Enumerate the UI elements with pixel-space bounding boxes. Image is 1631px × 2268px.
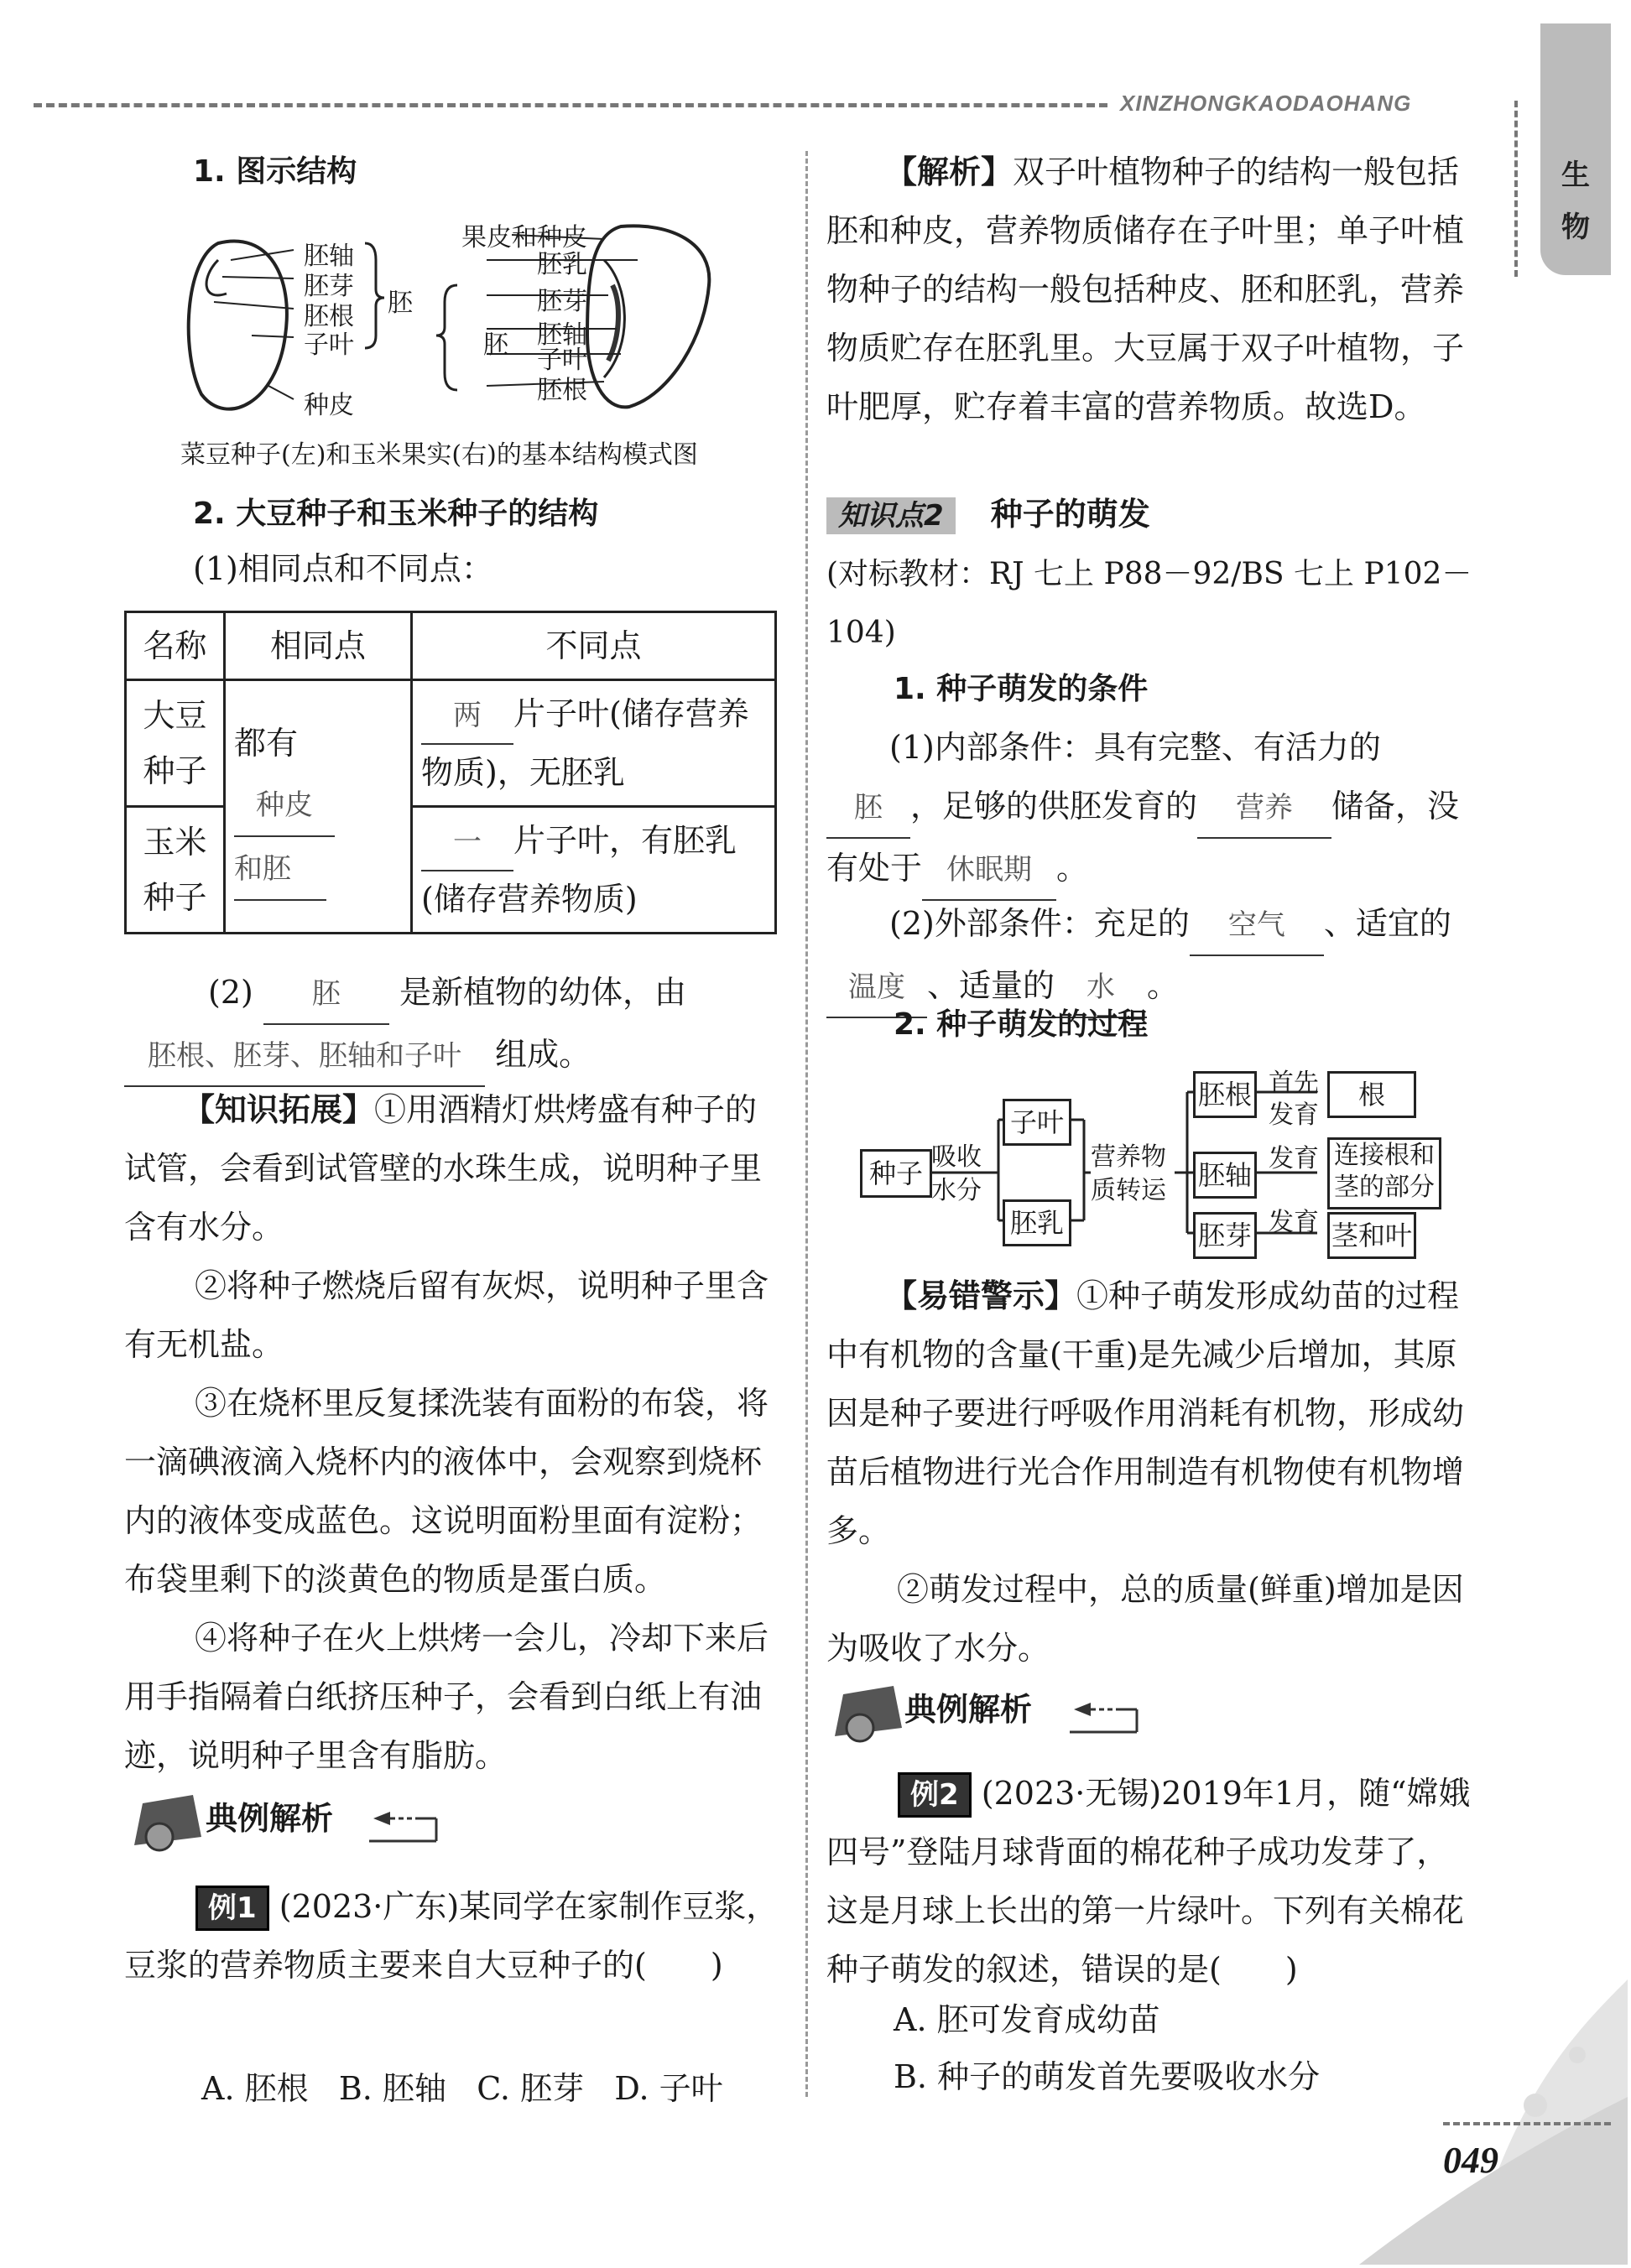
header-rule <box>34 103 1107 107</box>
flow-cotyledon: 子叶 <box>1003 1099 1071 1146</box>
question-embryo <box>124 963 779 1087</box>
answer-water: 水 <box>1055 958 1147 1018</box>
diff-cell-corn <box>412 807 776 934</box>
example-2-text: (2023·无锡)2019年1月，随“嫦娥四号”登陆月球背面的棉花种子成功发芽了，这是月球上长出的第一片绿叶。下列有关棉花种子萌发的叙述，错误的是( ) <box>826 1775 1471 1988</box>
corn-label-pericarp: 果皮和种皮 <box>461 223 587 252</box>
option-b[interactable]: B. 胚轴 <box>338 2070 446 2107</box>
table-row <box>126 807 776 934</box>
answer-two: 两 <box>421 688 513 745</box>
answer-seed-coat: 种皮 <box>234 775 335 837</box>
corn-label-radicle: 胚根 <box>537 376 587 405</box>
example-badge-icon <box>126 1787 210 1854</box>
option-a[interactable]: A. 胚根 <box>201 2070 309 2107</box>
external-conditions <box>826 894 1477 1018</box>
subject-tab-char-2: 物 <box>1561 211 1590 244</box>
answer-temperature: 温度 <box>826 958 927 1018</box>
c2-mid1: 、适宜的 <box>1323 905 1451 942</box>
flow-first-2: 发育 <box>1269 1100 1319 1130</box>
bean-label-hypocotyl: 胚轴 <box>304 242 354 271</box>
comparison-table <box>124 611 777 934</box>
corn-label-plumule: 胚芽 <box>537 287 587 316</box>
q2-prefix: (2) <box>208 974 253 1011</box>
bean-label-radicle: 胚根 <box>304 302 354 331</box>
extension-4: ④将种子在火上烘烤一会儿，冷却下来后用手指隔着白纸挤压种子，会看到白纸上有油迹，说明种子里含有脂肪。 <box>124 1620 769 1774</box>
q2-mid: 是新植物的幼体，由 <box>399 974 687 1011</box>
c1-prefix: (1)内部条件：具有完整、有活力的 <box>889 729 1381 766</box>
table-header: 相同点 <box>225 612 412 680</box>
table-header: 不同点 <box>412 612 776 680</box>
q2-suffix: 组成。 <box>495 1036 591 1073</box>
subsection-same-diff: (1)相同点和不同点： <box>193 550 493 587</box>
example-arrow-icon-right <box>1070 1694 1154 1736</box>
section-title-soy-corn: 2. 大豆种子和玉米种子的结构 <box>193 497 599 531</box>
example-2-badge: 例2 <box>898 1772 972 1818</box>
page-number: 049 <box>1443 2140 1498 2181</box>
answer-dormancy: 休眠期 <box>922 840 1056 901</box>
error-warning <box>826 1267 1477 1560</box>
table-row <box>126 680 776 807</box>
table-header: 名称 <box>126 612 225 680</box>
flow-first-1: 首先 <box>1269 1069 1319 1098</box>
example-arrow-icon <box>369 1803 453 1845</box>
corn-label-hypocotyl: 胚轴 <box>537 320 587 350</box>
warning-title: 【易错警示】 <box>885 1277 1077 1314</box>
example-badge-icon-right <box>826 1678 910 1745</box>
c2-prefix: (2)外部条件：充足的 <box>889 905 1190 942</box>
flow-endosperm: 胚乳 <box>1003 1199 1071 1246</box>
section-title-process: 2. 种子萌发的过程 <box>894 1007 1149 1042</box>
row-name-corn: 玉米种子 <box>126 807 225 934</box>
warning-1: ①种子萌发形成幼苗的过程中有机物的含量(干重)是先减少后增加，其原因是种子要进行呼吸作用消耗有机物，形成幼苗后植物进行光合作用制造有机物使有机物增多。 <box>826 1277 1465 1549</box>
flow-absorb: 吸收 <box>931 1142 982 1172</box>
analysis-title: 【解析】 <box>885 153 1014 190</box>
knowledge-point-title: 种子的萌发 <box>990 496 1150 533</box>
c2-suffix: 。 <box>1147 967 1180 1004</box>
diagram-caption: 菜豆种子(左)和玉米果实(右)的基本结构模式图 <box>180 440 698 470</box>
answer-embryo-2: 胚 <box>826 778 910 839</box>
analysis-1 <box>826 143 1477 436</box>
example-1-text: (2023·广东)某同学在家制作豆浆，豆浆的营养物质主要来自大豆种子的( ) <box>124 1888 779 1984</box>
option-d[interactable]: D. 子叶 <box>614 2070 723 2107</box>
subject-tab-char-1: 生 <box>1561 159 1590 192</box>
corn-label-endosperm: 胚乳 <box>537 250 587 279</box>
example-1-options <box>201 2065 723 2113</box>
flow-transfer-2: 质转运 <box>1091 1176 1166 1205</box>
table-header-row <box>126 612 776 680</box>
row-name-soy: 大豆种子 <box>126 680 225 807</box>
knowledge-point-heading <box>826 491 1150 538</box>
decorative-leaf-corner <box>1258 1929 1628 2265</box>
column-divider <box>805 151 808 2097</box>
bean-label-plumule: 胚芽 <box>304 272 354 301</box>
answer-embryo-parts: 胚根、胚芽、胚轴和子叶 <box>124 1027 485 1087</box>
extension-1: ①用酒精灯烘烤盛有种子的试管，会看到试管壁的水珠生成，说明种子里含有水分。 <box>124 1091 763 1246</box>
answer-and-embryo: 和胚 <box>234 839 326 901</box>
flow-plumule: 胚芽 <box>1193 1212 1257 1259</box>
flow-water: 水分 <box>931 1176 982 1205</box>
subject-tab <box>1540 23 1611 275</box>
knowledge-point-badge: 知识点2 <box>826 497 956 534</box>
flow-radicle: 胚根 <box>1193 1071 1257 1118</box>
example-title-right: 典例解析 <box>904 1691 1033 1728</box>
example-1-badge: 例1 <box>195 1886 269 1931</box>
same-cell <box>225 680 412 934</box>
corn-label-embryo: 胚 <box>483 330 508 360</box>
tab-rule <box>1514 101 1518 277</box>
example-title-left: 典例解析 <box>206 1800 334 1837</box>
diff-text-soy: 片子叶(储存营养物质)，无胚乳 <box>421 695 749 791</box>
flow-seed: 种子 <box>860 1149 932 1198</box>
flow-stem-leaf: 茎和叶 <box>1327 1212 1416 1259</box>
footer-rule <box>1443 2122 1611 2125</box>
running-title: XINZHONGKAODAOHANG <box>1120 91 1412 116</box>
answer-nutrients: 营养 <box>1197 778 1331 839</box>
c1-mid1: ，足够的供胚发育的 <box>910 788 1198 824</box>
section-title-conditions: 1. 种子萌发的条件 <box>894 672 1149 706</box>
extension-title: 【知识拓展】 <box>183 1091 375 1128</box>
flow-root: 根 <box>1327 1071 1416 1118</box>
same-prefix: 都有 <box>234 724 299 762</box>
bean-label-cotyledon: 子叶 <box>304 330 354 360</box>
answer-one: 一 <box>421 814 513 871</box>
answer-embryo: 胚 <box>263 965 389 1025</box>
corn-label-cotyledon: 子叶 <box>537 346 587 375</box>
flow-stem-part: 连接根和茎的部分 <box>1327 1137 1441 1209</box>
extension-3: ③在烧杯里反复揉洗装有面粉的布袋，将一滴碘液滴入烧杯内的液体中，会观察到烧杯内的液体变成蓝色。这说明面粉里面有淀粉；布袋里剩下的淡黄色的物质是蛋白质。 <box>124 1385 769 1598</box>
warning-2: ②萌发过程中，总的质量(鲜重)增加是因为吸收了水分。 <box>826 1571 1464 1667</box>
flow-hypocotyl: 胚轴 <box>1193 1152 1257 1199</box>
internal-conditions <box>826 718 1477 901</box>
diff-text-corn: 片子叶，有胚乳(储存营养物质) <box>421 822 737 918</box>
extension-2: ②将种子燃烧后留有灰烬，说明种子里含有无机盐。 <box>124 1267 769 1363</box>
bean-label-seed-coat: 种皮 <box>304 391 354 420</box>
example-1 <box>124 1877 787 1995</box>
flow-transfer-1: 营养物 <box>1091 1142 1166 1172</box>
example-2-option-a[interactable]: A. 胚可发育成幼苗 <box>894 2001 1160 2038</box>
knowledge-extension <box>124 1080 783 1256</box>
c1-mid2: 储备，没有处于 <box>826 788 1460 887</box>
section-title-structure: 1. 图示结构 <box>193 154 357 189</box>
analysis-text: 双子叶植物种子的结构一般包括胚和种皮，营养物质储存在子叶里；单子叶植物种子的结构一般包括种皮、胚和胚乳，营养物质贮存在胚乳里。大豆属于双子叶植物，子叶肥厚，贮存着丰富的营养物质。故选D。 <box>826 153 1465 425</box>
flow-develop: 发育 <box>1269 1144 1319 1173</box>
example-2-option-b[interactable]: B. 种子的萌发首先要吸收水分 <box>894 2058 1321 2095</box>
bean-label-embryo: 胚 <box>388 289 413 318</box>
diff-cell-soy <box>412 680 776 807</box>
textbook-reference: (对标教材：RJ 七上 P88－92/BS 七上 P102－104) <box>826 557 1472 650</box>
answer-air: 空气 <box>1190 896 1324 956</box>
flow-develop-2: 发育 <box>1269 1208 1319 1237</box>
c2-mid2: 、适量的 <box>927 967 1055 1004</box>
option-c[interactable]: C. 胚芽 <box>477 2070 585 2107</box>
c1-suffix: 。 <box>1056 850 1089 887</box>
